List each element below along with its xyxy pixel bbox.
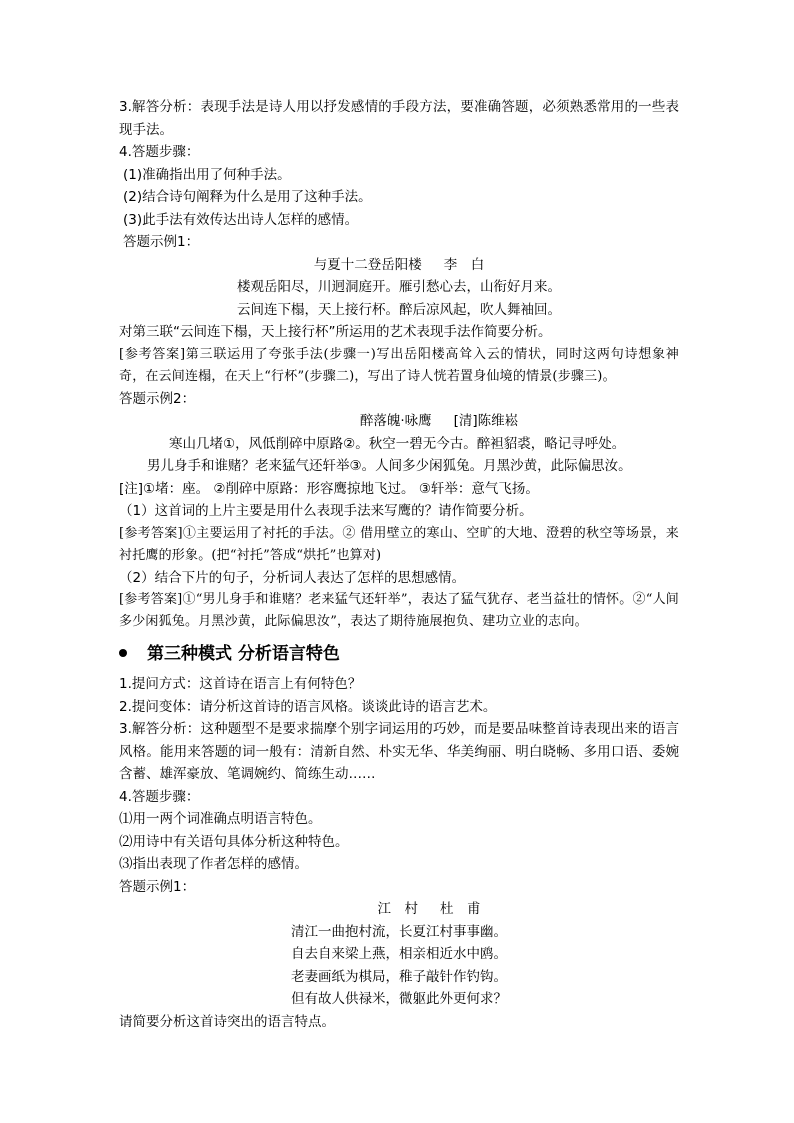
poem-line: 男儿身手和谁赌？老来猛气还轩举③。人间多少闲狐兔。月黑沙黄，此际偏思汝。 xyxy=(147,458,632,474)
poem-line: 云间连下榻，天上接行杯。醉后凉风起，吹人舞袖回。 xyxy=(237,301,561,318)
question-text: 请简要分析这首诗突出的语言特点。 xyxy=(119,1013,335,1030)
poem-title: 与夏十二登岳阳楼 xyxy=(313,256,422,273)
bullet-icon xyxy=(119,649,127,657)
step-2: (2)结合诗句阐释为什么是用了这种手法。 xyxy=(123,189,372,205)
poem-line: 老妻画纸为棋局，稚子敲针作钓钩。 xyxy=(291,968,507,985)
step-2: ⑵用诗中有关语句具体分析这种特色。 xyxy=(119,833,349,850)
question-variant: 2.提问变体：请分析这首诗的语言风格。谈谈此诗的语言艺术。 xyxy=(119,698,497,715)
reference-answer: [参考答案]①主要运用了衬托的手法。② 借用壁立的寒山、空旷的大地、澄碧的秋空等场景，来衬托鹰的形象。(把“衬托”答成“烘托”也算对) xyxy=(119,525,679,563)
poem-title-line xyxy=(119,410,679,433)
poem-line: 但有故人供禄米，微躯此外更何求？ xyxy=(291,991,507,1007)
step-1: (1)准确指出用了何种手法。 xyxy=(123,166,291,183)
poem-author: 李 白 xyxy=(443,256,485,273)
poem-title-line xyxy=(119,254,679,277)
answer-analysis-paragraph: 3.解答分析：这种题型不是要求揣摩个别字词运用的巧妙，而是要品味整首诗表现出来的语言风格。能用来答题的词一般有：清新自然、朴实无华、华美绚丽、明白晓畅、多用口语、委婉含蓄、雄浑豪放、笔调婉约、简练生动…… xyxy=(119,721,679,782)
poem-line: 寒山几堵①，风低削碎中原路②。秋空一碧无今古。醉袒貂裘，略记寻呼处。 xyxy=(169,435,626,452)
step-3: (3)此手法有效传达出诗人怎样的感情。 xyxy=(123,211,359,228)
steps-heading: 4.答题步骤： xyxy=(119,144,200,160)
reference-answer: [参考答案]第三联运用了夸张手法(步骤一)写出岳阳楼高耸入云的情状，同时这两句诗想象神奇，在云间连榻，在天上“行杯”(步骤二)，写出了诗人恍若置身仙境的情景(步骤三)。 xyxy=(119,346,679,384)
steps-heading: 4.答题步骤： xyxy=(119,788,200,805)
question-text: （1）这首词的上片主要是用什么表现手法来写鹰的？请作简要分析。 xyxy=(119,503,533,519)
poem-line: 楼观岳阳尽，川迥洞庭开。雁引愁心去，山衔好月来。 xyxy=(237,279,561,295)
step-1: ⑴用一两个词准确点明语言特色。 xyxy=(119,811,322,827)
poem-author: 杜 甫 xyxy=(440,901,481,917)
example-1-label: 答题示例1： xyxy=(119,878,196,895)
poem-title: 醉落魄·咏鹰 xyxy=(359,413,432,429)
example-2-label: 答题示例2： xyxy=(119,390,196,407)
question-method: 1.提问方式：这首诗在语言上有何特色？ xyxy=(119,676,362,692)
question-text: （2）结合下片的句子，分析词人表达了怎样的思想感情。 xyxy=(119,569,466,586)
poem-line: 清江一曲抱村流，长夏江村事事幽。 xyxy=(291,923,507,940)
poem-title: 江 村 xyxy=(377,901,418,917)
question-text: 对第三联“云间连下榻，天上接行杯”所运用的艺术表现手法作简要分析。 xyxy=(119,324,552,340)
section-heading-text: 第三种模式 分析语言特色 xyxy=(147,644,340,664)
example-1-label: 答题示例1： xyxy=(123,234,200,250)
poem-author: [清]陈维崧 xyxy=(453,413,519,429)
reference-answer: [参考答案]①“男儿身手和谁赌？老来猛气还轩举”，表达了猛气犹存、老当益壮的情怀。②“人间多少闲狐兔。月黑沙黄，此际偏思汝”，表达了期待施展抱负、建功立业的志向。 xyxy=(119,592,679,629)
poem-line: 自去自来梁上燕，相亲相近水中鸥。 xyxy=(291,946,507,962)
step-3: ⑶指出表现了作者怎样的感情。 xyxy=(119,856,308,872)
answer-analysis-paragraph: 3.解答分析：表现手法是诗人用以抒发感情的手段方法，要准确答题，必须熟悉常用的一些表现手法。 xyxy=(119,99,679,138)
document-page xyxy=(119,96,679,1033)
section-heading xyxy=(119,639,679,669)
notes-line: [注]①堵：座。 ②削碎中原路：形容鹰掠地飞过。 ③轩举：意气飞扬。 xyxy=(119,480,539,497)
poem-title-line xyxy=(119,898,679,921)
